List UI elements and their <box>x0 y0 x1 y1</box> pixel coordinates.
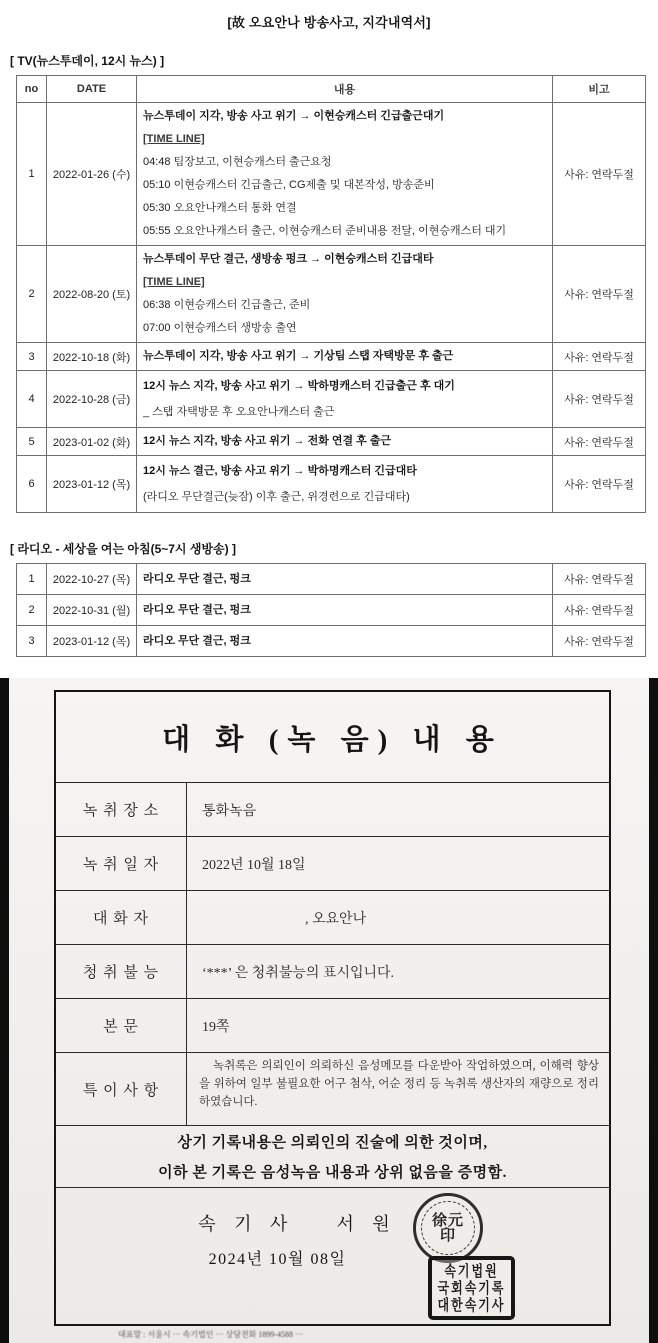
scan-edge-right <box>649 678 658 1343</box>
col-header-note: 비고 <box>553 76 646 103</box>
timeline-entry: 07:00 이현승캐스터 생방송 출연 <box>143 322 297 334</box>
incident-title: 라디오 무단 결근, 펑크 <box>143 573 251 585</box>
row-date: 2022-10-27 (목) <box>47 564 137 595</box>
row-no: 3 <box>17 626 47 657</box>
timeline-entry: 05:55 오요안나캐스터 출근, 이현승캐스터 준비내용 전달, 이현승캐스터 대기 <box>143 225 507 237</box>
row-date: 2023-01-02 (화) <box>47 428 137 456</box>
table-row <box>17 103 646 246</box>
col-header-no: no <box>17 76 47 103</box>
page-title: [故 오요안나 방송사고, 지각내역서] <box>227 15 431 30</box>
row-content <box>137 246 553 343</box>
row-note: 사유: 연락두절 <box>553 428 646 456</box>
stenographer-label: 속 기 사 <box>198 1214 295 1234</box>
timeline-entry: (라디오 무단결근(늦잠) 이후 출근, 위경련으로 긴급대타) <box>143 491 410 503</box>
row-content <box>137 371 553 428</box>
transcript-field-row <box>56 998 609 1052</box>
row-no: 2 <box>17 595 47 626</box>
row-content <box>137 456 553 513</box>
tv-table-header-row <box>17 76 646 103</box>
row-date: 2022-10-28 (금) <box>47 371 137 428</box>
row-content <box>137 343 553 371</box>
row-note: 사유: 연락두절 <box>553 343 646 371</box>
row-date: 2023-01-12 (목) <box>47 456 137 513</box>
table-row <box>17 564 646 595</box>
radio-incident-table <box>16 563 646 657</box>
timeline-entry: _ 스탭 자택방문 후 오요안나캐스터 출근 <box>143 406 335 418</box>
row-content <box>137 103 553 246</box>
row-no: 5 <box>17 428 47 456</box>
sign-date: 2024년 10월 08일 <box>208 1251 347 1268</box>
tv-incident-table <box>16 75 646 513</box>
field-value: 2022년 10월 18일 <box>202 857 306 873</box>
table-row <box>17 456 646 513</box>
row-note: 사유: 연락두절 <box>553 595 646 626</box>
round-stamp-text: 印 <box>439 1227 456 1244</box>
seal-stamp-text: 국회속기록 <box>437 1279 506 1297</box>
row-note: 사유: 연락두절 <box>553 371 646 428</box>
row-note: 사유: 연락두절 <box>553 456 646 513</box>
table-row <box>17 595 646 626</box>
row-no: 1 <box>17 103 47 246</box>
field-value: 녹취록은 의뢰인이 의뢰하신 음성메모를 다운받아 작업하였으며, 이해력 향상을 위하여 일부 불필요한 어구 첨삭, 어순 정리 등 녹취록 생산자의 재량으로 정리하였습니다. <box>199 1060 600 1108</box>
transcript-field-row <box>56 836 609 890</box>
incident-title: 12시 뉴스 지각, 방송 사고 위기 → 박하명캐스터 긴급출근 후 대기 <box>143 380 455 392</box>
field-value: ‘***’ 은 청취불능의 표시입니다. <box>202 965 395 981</box>
incident-title: 뉴스투데이 지각, 방송 사고 위기 → 이현승캐스터 긴급출근대기 <box>143 110 445 122</box>
field-value: 19쪽 <box>202 1019 230 1035</box>
row-note: 사유: 연락두절 <box>553 626 646 657</box>
field-label: 대 화 자 <box>56 891 187 944</box>
row-no: 6 <box>17 456 47 513</box>
field-value: 통화녹음 <box>202 803 257 819</box>
scanned-transcript-document <box>0 678 658 1343</box>
row-note: 사유: 연락두절 <box>553 246 646 343</box>
table-row <box>17 371 646 428</box>
timeline-entry: 06:38 이현승캐스터 긴급출근, 준비 <box>143 299 311 311</box>
row-date: 2022-01-26 (수) <box>47 103 137 246</box>
square-seal-stamp <box>428 1256 515 1320</box>
incident-title: 12시 뉴스 지각, 방송 사고 위기 → 전화 연결 후 출근 <box>143 435 392 447</box>
transcript-title: 대 화 (녹 음) 내 용 <box>162 723 503 756</box>
timeline-label: [TIME LINE] <box>143 276 205 288</box>
field-value: , 오요안나 <box>305 911 367 927</box>
field-label: 특 이 사 항 <box>56 1053 187 1125</box>
transcript-field-row <box>56 890 609 944</box>
timeline-entry: 04:48 팀장보고, 이현승캐스터 출근요청 <box>143 156 332 168</box>
scan-footer-text: 대표말 : 서울시 ··· 속기법인 ··· 상담전화 1899-4588 ··· <box>118 1330 304 1339</box>
field-label: 녹 취 장 소 <box>56 783 187 836</box>
field-label: 청 취 불 능 <box>56 945 187 998</box>
row-date: 2023-01-12 (목) <box>47 626 137 657</box>
table-row <box>17 626 646 657</box>
incident-title: 12시 뉴스 결근, 방송 사고 위기 → 박하명캐스터 긴급대타 <box>143 465 417 477</box>
signature-section <box>56 1187 609 1322</box>
radio-section-label: [ 라디오 - 세상을 여는 아침(5~7시 생방송) ] <box>10 542 236 556</box>
incident-title: 라디오 무단 결근, 펑크 <box>143 635 251 647</box>
table-row <box>17 343 646 371</box>
timeline-entry: 05:10 이현승캐스터 긴급출근, CG제출 및 대본작성, 방송준비 <box>143 179 435 191</box>
row-content <box>137 595 553 626</box>
transcript-field-row <box>56 944 609 998</box>
field-label: 본 문 <box>56 999 187 1052</box>
row-date: 2022-10-31 (월) <box>47 595 137 626</box>
round-name-stamp <box>413 1193 483 1263</box>
col-header-date: DATE <box>47 76 137 103</box>
incident-title: 뉴스투데이 지각, 방송 사고 위기 → 기상팀 스탭 자택방문 후 출근 <box>143 350 454 362</box>
statement-line-1: 상기 기록내용은 의뢰인의 진술에 의한 것이며, <box>177 1135 488 1151</box>
incident-title: 뉴스투데이 무단 결근, 생방송 펑크 → 이현승캐스터 긴급대타 <box>143 253 434 265</box>
table-row <box>17 428 646 456</box>
row-content <box>137 428 553 456</box>
row-content <box>137 564 553 595</box>
row-note: 사유: 연락두절 <box>553 103 646 246</box>
row-note: 사유: 연락두절 <box>553 564 646 595</box>
transcript-field-row <box>56 1052 609 1125</box>
round-stamp-text: 徐元 <box>431 1212 464 1229</box>
incident-title: 라디오 무단 결근, 펑크 <box>143 604 251 616</box>
row-no: 2 <box>17 246 47 343</box>
tv-section-label: [ TV(뉴스투데이, 12시 뉴스) ] <box>10 54 165 68</box>
certification-statement <box>56 1125 609 1187</box>
stenographer-name: 서 원 <box>336 1214 397 1234</box>
timeline-label: [TIME LINE] <box>143 133 205 145</box>
col-header-content: 내용 <box>137 76 553 103</box>
transcript-field-row <box>56 782 609 836</box>
row-content <box>137 626 553 657</box>
transcript-paper <box>54 690 611 1326</box>
table-row <box>17 246 646 343</box>
timeline-entry: 05:30 오요안나캐스터 통화 연결 <box>143 202 297 214</box>
row-no: 3 <box>17 343 47 371</box>
statement-line-2: 이하 본 기록은 음성녹음 내용과 상위 없음을 증명함. <box>158 1165 507 1181</box>
field-label: 녹 취 일 자 <box>56 837 187 890</box>
seal-stamp-text: 속기법원 <box>444 1262 499 1280</box>
seal-stamp-text: 대한속기사 <box>437 1296 506 1314</box>
row-no: 4 <box>17 371 47 428</box>
scan-edge-left <box>0 678 9 1343</box>
row-date: 2022-10-18 (화) <box>47 343 137 371</box>
row-no: 1 <box>17 564 47 595</box>
row-date: 2022-08-20 (토) <box>47 246 137 343</box>
